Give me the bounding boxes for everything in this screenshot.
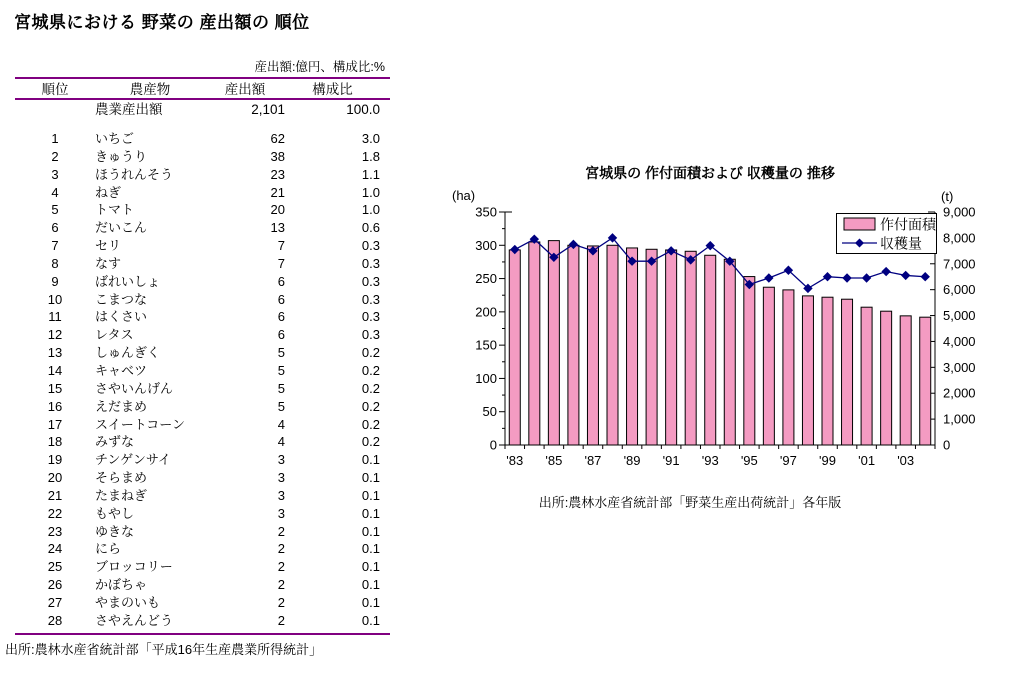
right-axis-tick-label: 0 [943,437,951,453]
bar-planted-area [529,242,540,445]
chart-title: 宮城県の 作付面積および 収穫量の 推移 [585,165,835,181]
table-row [15,380,380,398]
x-axis-tick-label: '01 [858,453,876,468]
cell-share: 0.1 [361,505,380,521]
cell-share: 1.1 [361,166,380,182]
left-axis-tick-label: 200 [475,304,497,320]
left-axis-tick-label: 250 [475,271,497,287]
table-row [15,184,380,202]
cell-output: 62 [270,131,285,146]
bar-planted-area [763,287,774,445]
table-row [15,166,380,184]
cell-product: やまのいも [95,594,161,610]
cell-rank: 24 [47,541,63,557]
cell-output: 3 [277,505,285,521]
table-row [15,255,380,273]
table-row [15,594,380,612]
bar-planted-area [548,241,559,445]
left-axis-tick-label: 0 [489,437,497,453]
col-header-rank: 順位 [41,82,69,97]
cell-product: チンゲンサイ [95,452,171,468]
cell-product: ねぎ [95,184,122,200]
cell-share: 1.0 [361,202,380,218]
cell-output: 38 [270,148,285,164]
table-row [15,540,380,558]
chart-section [440,155,1014,535]
cell-share: 0.2 [361,416,380,432]
legend-bar-swatch [844,218,875,230]
cell-rank: 19 [47,452,63,468]
cell-rank: 22 [47,505,63,521]
cell-product: セリ [95,238,122,254]
table-row [15,505,380,523]
cell-rank: 21 [47,487,63,503]
cell-output: 6 [277,327,285,343]
cell-share: 0.2 [361,398,380,414]
page-title: 宮城県における 野菜の 産出額の 順位 [14,13,310,32]
cell-share: 0.3 [361,309,380,325]
cell-output: 7 [277,238,285,254]
cell-output: 5 [277,345,285,361]
cell-rank: 10 [47,291,63,307]
cell-product: はくさい [95,309,148,325]
cell-rank: 16 [47,398,63,414]
bar-planted-area [920,317,931,445]
table-row [15,201,380,219]
cell-product: レタス [95,327,134,343]
cell-share: 0.1 [361,523,380,539]
cell-share: 0.2 [361,362,380,378]
x-axis-tick-label: '91 [662,453,680,468]
cell-output: 5 [277,380,285,396]
cell-product: こまつな [95,291,148,307]
bar-planted-area [705,255,716,445]
bar-planted-area [861,307,872,445]
right-axis-tick-label: 6,000 [943,282,976,298]
cell-output: 6 [277,273,285,289]
cell-share: 0.1 [361,487,380,503]
table-row [15,416,380,434]
cell-rank: 12 [47,327,63,343]
bar-planted-area [627,248,638,445]
table-body [15,130,380,630]
cell-rank: 17 [47,416,63,432]
bar-planted-area [666,250,677,445]
table-row [15,451,380,469]
cell-rank: 6 [51,220,59,236]
cell-output: 6 [277,291,285,307]
cell-share: 0.1 [361,577,380,593]
table-row [15,326,380,344]
cell-rank: 23 [47,523,63,539]
cell-output: 2 [277,612,285,628]
cell-share: 0.1 [361,594,380,610]
bar-planted-area [822,297,833,445]
cell-share: 0.1 [361,559,380,575]
cell-product: ゆきな [95,523,135,539]
table-row [15,273,380,291]
bar-planted-area [685,251,696,445]
cell-rank: 18 [47,434,63,450]
chart-canvas [440,155,1014,520]
table-row [15,148,380,166]
table-row [15,576,380,594]
cell-rank: 13 [47,345,63,361]
right-axis-tick-label: 7,000 [943,256,976,272]
right-axis-tick-label: 9,000 [943,204,976,220]
cell-share: 0.3 [361,327,380,343]
cell-product: さやいんげん [95,380,174,396]
bar-planted-area [646,249,657,445]
cell-rank: 5 [51,202,59,218]
right-axis-tick-label: 4,000 [943,333,976,349]
table-rule-top [15,77,390,79]
table-row [15,219,380,237]
table-row [15,487,380,505]
cell-output: 4 [277,416,285,432]
cell-output: 3 [277,452,285,468]
bar-planted-area [842,299,853,445]
harvest-point-diamond [843,274,851,282]
cell-rank: 11 [48,309,62,325]
table-row [15,130,380,148]
chart-source: 出所:農林水産省統計部「野菜生産出荷統計」各年版 [538,495,842,510]
cell-share: 0.2 [361,434,380,450]
cell-product: みずな [95,434,135,450]
cell-rank: 26 [47,577,63,593]
bar-planted-area [509,250,520,445]
x-axis-tick-label: '97 [779,453,797,468]
cell-product: なす [95,255,122,271]
cell-output: 21 [270,184,285,200]
table-total-row [15,101,380,119]
harvest-point-diamond [765,274,773,282]
bar-planted-area [900,316,911,445]
table-row [15,612,380,630]
x-axis-tick-label: '93 [701,453,719,468]
cell-product: だいこん [95,220,148,236]
table-rule-header [15,98,390,100]
cell-share: 0.2 [361,345,380,361]
table-row [15,308,380,326]
cell-rank: 20 [47,470,63,486]
cell-rank: 1 [51,131,59,146]
cell-product: にら [95,541,122,557]
table-row [15,523,380,541]
cell-product: ほうれんそう [95,166,174,182]
cell-rank: 2 [51,148,59,164]
harvest-point-diamond [882,268,890,276]
table-row [15,362,380,380]
right-axis-tick-label: 3,000 [943,359,976,375]
total-share: 100.0 [346,102,380,117]
x-axis-tick-label: '03 [897,453,915,468]
bar-planted-area [607,245,618,445]
cell-product: きゅうり [95,148,148,164]
bar-planted-area [744,277,755,445]
cell-share: 1.0 [361,184,380,200]
cell-rank: 25 [47,559,63,575]
cell-share: 0.3 [361,291,380,307]
legend-label-planted-area: 作付面積 [880,216,936,233]
right-axis-tick-label: 1,000 [943,411,976,427]
right-axis-tick-label: 5,000 [943,308,976,324]
legend-label-harvest: 収穫量 [880,235,922,252]
cell-output: 5 [277,398,285,414]
x-axis-tick-label: '89 [623,453,641,468]
cell-output: 7 [277,255,285,271]
bar-planted-area [783,290,794,445]
cell-output: 2 [277,559,285,575]
harvest-point-diamond [824,273,832,281]
cell-rank: 7 [51,238,59,254]
cell-product: しゅんぎく [95,345,161,361]
unit-note: 産出額:億円、構成比:% [254,60,385,74]
bar-planted-area [881,311,892,445]
x-axis-tick-label: '87 [584,453,602,468]
total-value: 2,101 [251,102,285,117]
x-axis-tick-label: '95 [740,453,758,468]
col-header-share: 構成比 [312,82,353,97]
cell-rank: 15 [47,380,63,396]
cell-rank: 8 [51,255,59,271]
left-axis-tick-label: 350 [475,204,497,220]
x-axis-tick-label: '85 [545,453,563,468]
cell-share: 0.2 [361,380,380,396]
cell-product: ばれいしょ [95,273,161,289]
right-axis-unit-label: (t) [941,189,954,204]
cell-output: 2 [277,541,285,557]
table-row [15,558,380,576]
cell-share: 0.1 [361,470,380,486]
harvest-point-diamond [921,273,929,281]
cell-product: ブロッコリー [95,559,173,575]
cell-output: 5 [277,362,285,378]
table-source: 出所:農林水産省統計部「平成16年生産農業所得統計」 [5,642,323,657]
table-rule-bottom [15,633,390,635]
table-row [15,433,380,451]
cell-share: 0.6 [361,220,380,236]
harvest-point-diamond [902,271,910,279]
cell-product: そらまめ [95,470,148,486]
cell-output: 13 [270,220,285,236]
harvest-point-diamond [863,274,871,282]
bar-planted-area [587,246,598,445]
cell-output: 4 [277,434,285,450]
cell-rank: 9 [51,273,59,289]
x-axis-tick-label: '99 [819,453,836,468]
cell-output: 23 [270,166,285,182]
cell-output: 20 [270,202,285,218]
bar-planted-area [802,296,813,445]
left-axis-tick-label: 300 [475,237,497,253]
table-header-row [15,81,380,99]
table-row [15,237,380,255]
cell-share: 3.0 [361,131,380,146]
cell-rank: 28 [47,612,63,628]
total-rank [15,101,95,119]
cell-product: たまねぎ [95,487,148,503]
table-row [15,398,380,416]
left-axis-tick-label: 50 [482,404,497,420]
cell-product: スイートコーン [95,416,185,432]
cell-output: 6 [277,309,285,325]
left-axis-unit-label: (ha) [452,188,476,203]
right-axis-tick-label: 2,000 [943,385,976,401]
cell-rank: 14 [47,362,63,378]
cell-share: 0.3 [361,273,380,289]
left-axis-tick-label: 100 [475,370,497,386]
cell-output: 3 [277,470,285,486]
table-row [15,291,380,309]
table-row [15,344,380,362]
left-axis-tick-label: 150 [475,337,497,353]
cell-share: 0.3 [361,255,380,271]
right-axis-tick-label: 8,000 [943,230,976,246]
col-header-output: 産出額 [224,82,266,97]
bar-planted-area [724,259,735,445]
x-axis-tick-label: '83 [506,453,524,468]
cell-output: 3 [277,487,285,503]
cell-share: 0.1 [361,612,380,628]
cell-product: えだまめ [95,398,148,414]
col-header-product: 農産物 [129,82,171,97]
cell-share: 1.8 [361,148,380,164]
cell-rank: 27 [47,594,63,610]
cell-output: 2 [277,594,285,610]
cell-product: いちご [95,131,135,146]
bar-planted-area [568,245,579,445]
cell-product: トマト [95,202,135,218]
cell-product: かぼちゃ [95,577,148,593]
cell-share: 0.1 [361,452,380,468]
cell-rank: 3 [51,166,59,182]
table-row [15,469,380,487]
cell-product: もやし [95,505,135,521]
cell-rank: 4 [51,184,59,200]
cell-share: 0.1 [361,541,380,557]
cell-product: キャベツ [95,362,148,378]
cell-output: 2 [277,577,285,593]
total-name: 農業産出額 [95,102,163,117]
cell-output: 2 [277,523,285,539]
cell-share: 0.3 [361,238,380,254]
cell-product: さやえんどう [95,612,174,628]
